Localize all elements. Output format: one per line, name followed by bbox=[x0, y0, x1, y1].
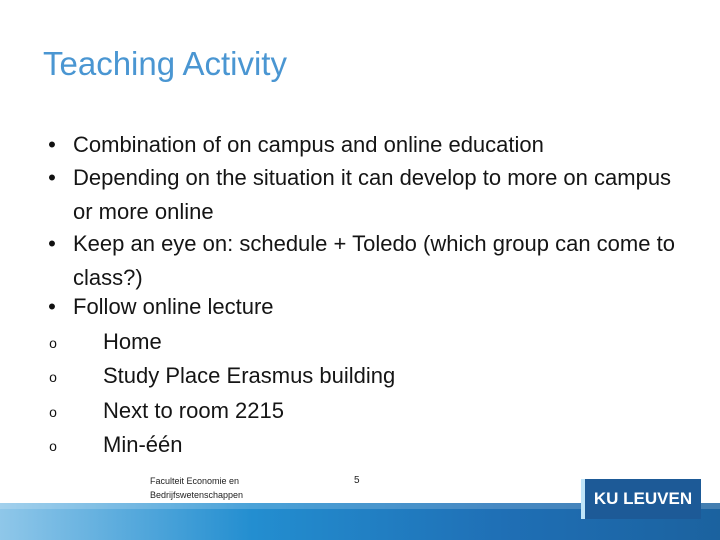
bullet-text: Combination of on campus and online education bbox=[73, 132, 544, 157]
subbullet-item bbox=[49, 428, 183, 462]
subbullet-text: Min-één bbox=[103, 432, 183, 457]
subbullet-text: Study Place Erasmus building bbox=[103, 363, 396, 388]
bullet-text: Keep an eye on: schedule + Toledo (which group can come to class?) bbox=[73, 231, 675, 290]
bullet-marker: • bbox=[48, 165, 56, 190]
bullet-item bbox=[48, 161, 683, 229]
bullet-marker: • bbox=[48, 294, 56, 319]
subbullet-marker: o bbox=[49, 404, 57, 420]
bullet-text: Follow online lecture bbox=[73, 294, 274, 319]
page-number: 5 bbox=[354, 475, 360, 486]
bullet-marker: • bbox=[48, 231, 56, 256]
university-logo: KU LEUVEN bbox=[581, 479, 701, 519]
slide-title: Teaching Activity bbox=[43, 45, 287, 82]
subbullet-marker: o bbox=[49, 438, 57, 454]
subbullet-text: Home bbox=[103, 329, 162, 354]
subbullet-marker: o bbox=[49, 369, 57, 385]
bullet-marker: • bbox=[48, 132, 56, 157]
subbullet-item bbox=[49, 359, 396, 393]
footer-faculty: Faculteit Economie en Bedrijfswetenschappen bbox=[150, 476, 244, 500]
bullet-item bbox=[48, 128, 683, 162]
bullet-item bbox=[48, 290, 683, 324]
subbullet-marker: o bbox=[49, 335, 57, 351]
subbullet-text: Next to room 2215 bbox=[103, 398, 284, 423]
subbullet-item bbox=[49, 394, 284, 428]
subbullet-item bbox=[49, 325, 162, 359]
bullet-text: Depending on the situation it can develop to more on campus or more online bbox=[73, 165, 672, 224]
bullet-item bbox=[48, 227, 683, 295]
